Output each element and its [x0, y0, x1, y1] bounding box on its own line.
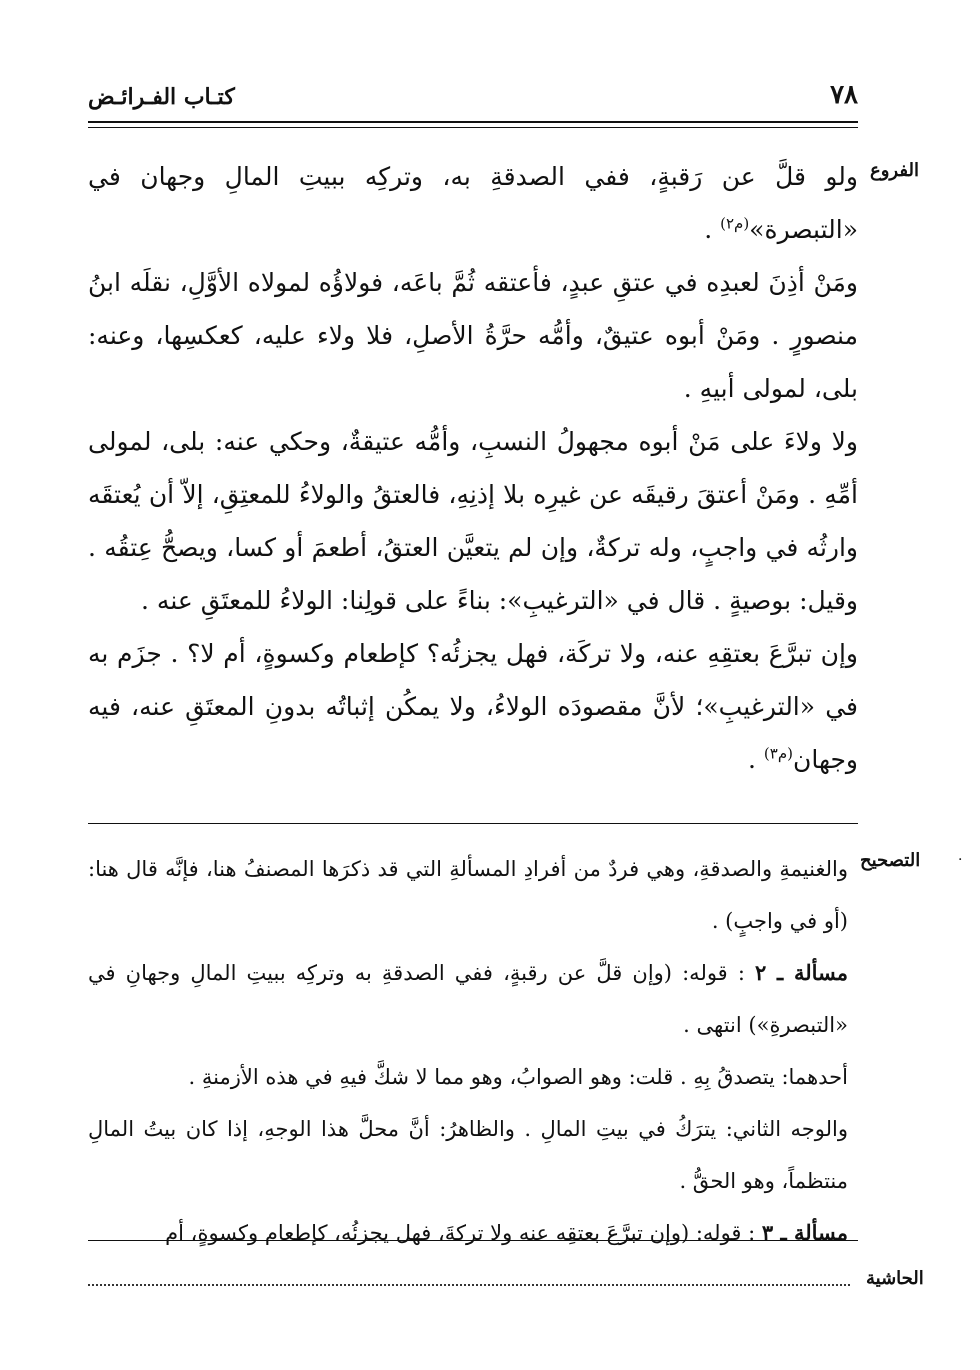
- margin-label-furu: الفروع: [870, 160, 919, 181]
- paragraph-4-text: وإن تبرَّعَ بعتقِهِ عنه، ولا تركَة، فهل يجزئُه؟ كإطعام وكسوةٍ، أم لا؟ . جزَم به في «الترغيبِ»؛ لأنَّ مقصودَه الولاءُ، ولا يمكُن إثباتُه بدونِ المعتَقِ عنه، فيه وجهان: [88, 639, 858, 774]
- masala-label: مسألة ـ ٢: [755, 960, 848, 985]
- paragraph-2: ومَنْ أذِنَ لعبدِه في عتقِ عبدٍ، فأعتقه ثُمَّ باعَه، فولاؤُه لمولاه الأوَّلِ، نقلَه ابنُ منصورٍ . ومَنْ أبوه عتيقٌ، وأمُّه حرَّةُ الأصلِ، فلا ولاء عليه، كعكسِها، وعنه: بلى، لمولى أبيهِ .: [88, 268, 858, 403]
- tashih-text: [88, 843, 848, 1259]
- page-header: [88, 80, 858, 120]
- tashih-paragraph-5-text: : قوله: (وإن تبرَّعَ بعتقِه عنه ولا تركةَ، فهل يجزئُه، كإطعام وكسوةٍ، أم: [165, 1221, 756, 1245]
- tashih-paragraph-5: [88, 1207, 848, 1259]
- paragraph-3: ولا ولاءَ على مَنْ أبوه مجهولُ النسبِ، وأمُّه عتيقةٌ، وحكي عنه: بلى، لمولى أمِّهِ . ومَنْ أعتقَ رقيقَه عن غيرِه بلا إذنِهِ، فالعتقُ والولاءُ للمعتِقِ، إلاّ أن يُعتقَه وارثُه في واجبٍ، وله تركةٌ، وإن لم يتعيَّن العتقُ، أطعمَ أو كسا، ويصحُّ عِتقُه . وقيل: بوصيةٍ . قال في «الترغيبِ»: بناءً على قولِنا: الولاءُ للمعتَقِ عنه .: [88, 427, 858, 615]
- paragraph-1: ولو قلَّ عن رَقبةٍ، ففي الصدقةِ به، وتركِه ببيتِ المالِ وجهان في «التبصرة»$^{(م٢)}$ .: [88, 162, 858, 244]
- tashih-paragraph-2: [88, 947, 848, 1051]
- page-number: ٧٨: [830, 80, 858, 110]
- footnote-ref: (م٢): [720, 214, 750, 233]
- hashiya-dotted-line: [88, 1284, 850, 1286]
- header-rule: [88, 121, 858, 123]
- tashih-paragraph-4: والوجه الثاني: يترَكُ في بيتِ المالِ . والظاهرُ: أنَّ محلَّ هذا الوجهِ، إذا كان بيتُ المالِ منتظماً، وهو الحقُّ .: [88, 1117, 848, 1193]
- margin-dot: ·: [958, 852, 963, 868]
- margin-label-tashih: التصحيح: [860, 850, 921, 871]
- paragraph-1-text: ولو قلَّ عن رَقبةٍ، ففي الصدقةِ به، وتركِه ببيتِ المالِ وجهان في «التبصرة»: [88, 162, 858, 244]
- tashih-paragraph-2-text: : قوله: (وإن قلَّ عن رقبةٍ، ففي الصدقةِ به وتركِه ببيتِ المالِ وجهانِ في «التبصرةِ») انتهى .: [88, 961, 848, 1037]
- footnote-ref: (م٣): [763, 744, 793, 763]
- tashih-paragraph-1: والغنيمةِ والصدقةِ، وهي فردٌ من أفرادِ المسألةِ التي قد ذكرَها المصنفُ هنا، فإنَّه قال هنا: (أو في واجبٍ) .: [88, 857, 848, 933]
- main-text: [88, 150, 858, 786]
- book-title: كتـاب الفـرائـض: [88, 84, 235, 110]
- header-rule-thin: [88, 127, 858, 128]
- section-divider-bottom: [88, 1240, 858, 1241]
- tashih-paragraph-3: أحدهما: يتصدقُ بِهِ . قلت: وهو الصوابُ، وهو مما لا شكَّ فيهِ في هذه الأزمنةِ .: [188, 1065, 848, 1089]
- section-divider: [88, 823, 858, 824]
- margin-label-hashiya: الحاشية: [866, 1268, 924, 1289]
- masala-label: مسألة ـ ٣: [761, 1220, 848, 1245]
- paragraph-4: وإن تبرَّعَ بعتقِهِ عنه، ولا تركَة، فهل يجزئُه؟ كإطعام وكسوةٍ، أم لا؟ . جزَم به في «الترغيبِ»؛ لأنَّ مقصودَه الولاءُ، ولا يمكُن إثباتُه بدونِ المعتَقِ عنه، فيه وجهان$^{(م٣)}$ .: [88, 639, 858, 774]
